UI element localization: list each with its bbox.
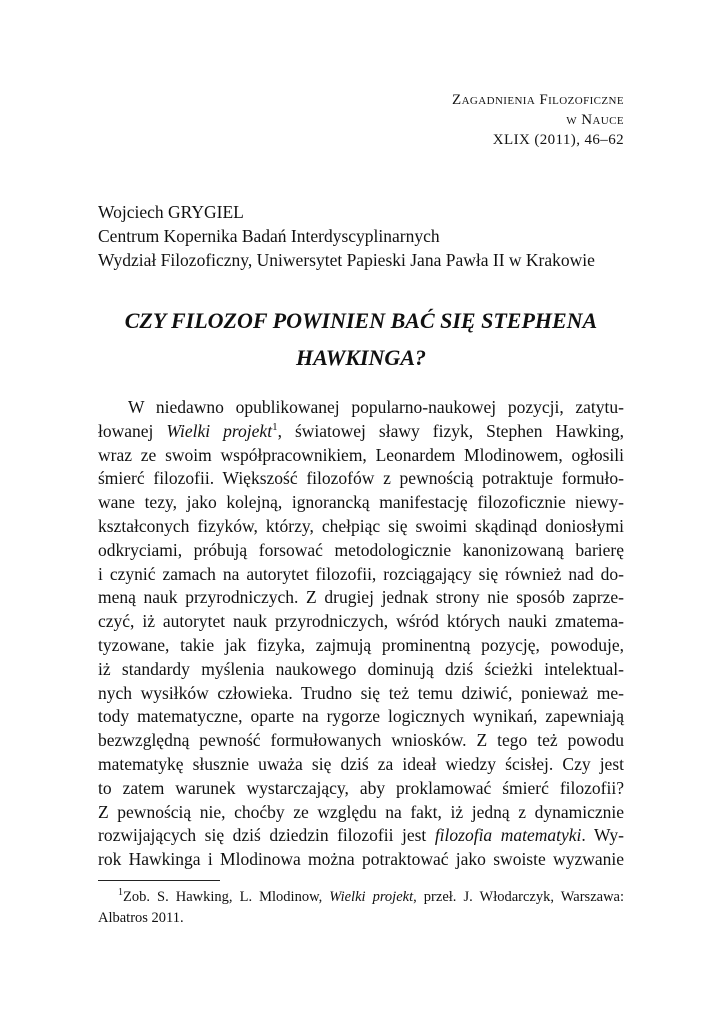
book-title-italic: Wielki projekt [166, 420, 273, 441]
footnote-text-span: Zob. S. Hawking, L. Mlodinow, [123, 889, 330, 905]
body-line: to zatem warunek wystarczający, aby proklamować śmierć filozofii? [98, 777, 624, 798]
body-line: wane tezy, jako kolejną, ignorancką manifestację filozoficznie niewy- [98, 492, 624, 513]
body-line: i czynić zamach na autorytet filozofii, rozciągający się również nad do- [98, 563, 624, 584]
body-line: bezwzględną pewność formułowanych wniosków. Z tego też powodu [98, 730, 624, 751]
author-affiliation [98, 200, 628, 272]
body-line: Z pewnością nie, choćby ze względu na fakt, iż jedną z dynamicznie [98, 801, 624, 822]
footnote-reference[interactable]: 1 [272, 420, 278, 433]
institution-2: Wydział Filozoficzny, Uniwersytet Papieski Jana Pawła II w Krakowie [98, 250, 595, 270]
body-line: W niedawno opublikowanej popularno-naukowej pozycji, zatytu- [128, 397, 624, 417]
body-line: iż standardy myślenia naukowego dominują dziś ścieżki intelektual- [98, 658, 624, 679]
article-body [98, 396, 624, 872]
body-line: czyć, iż autorytet nauk przyrodniczych, wśród których nauki zmatema- [98, 611, 624, 632]
body-line [98, 824, 624, 848]
journal-header [452, 90, 624, 150]
body-line: wraz ze swoim współpracownikiem, Leonardem Mlodinowem, ogłosili [98, 444, 624, 465]
body-text-span: łowanej [98, 420, 167, 441]
body-line [98, 420, 624, 444]
author-name: Wojciech GRYGIEL [98, 202, 244, 222]
body-text-span: , światowej sławy fizyk, Stephen Hawking, [277, 420, 625, 441]
article-title [98, 302, 624, 376]
footnote-marker: 1 [118, 887, 123, 899]
title-line-2: HAWKINGA? [295, 345, 426, 370]
footnote-line: Albatros 2011. [98, 910, 184, 926]
field-name-italic: filozofia matematyki [434, 825, 582, 846]
body-line: śmierć filozofii. Większość filozofów z pewnością potraktuje formuło- [98, 468, 624, 489]
journal-name-line1: Zagadnienia Filozoficzne [452, 92, 624, 108]
footnote-book-title: Wielki projekt [329, 889, 414, 905]
body-line: tody matematyczne, oparte na rygorze logicznych wynikań, zapewniają [98, 706, 624, 727]
body-line: kształconych fizyków, którzy, chełpiąc się swoimi skądinąd doniosłymi [98, 515, 624, 536]
footnote-line [98, 887, 624, 908]
journal-volume: XLIX (2011), 46–62 [492, 132, 624, 148]
footnote-text-span: , przeł. J. Włodarczyk, Warszawa: [413, 889, 625, 905]
journal-name-line2: w Nauce [566, 112, 624, 128]
body-line: matematykę słusznie uważa się dziś za ideał wiedzy ścisłej. Czy jest [98, 753, 624, 774]
body-line: rok Hawkinga i Mlodinowa można potraktować jako swoiste wyzwanie [98, 849, 624, 870]
body-line: nych wysiłków człowieka. Trudno się też temu dziwić, ponieważ me- [98, 682, 624, 703]
footnote [98, 887, 624, 929]
title-line-1: CZY FILOZOF POWINIEN BAĆ SIĘ STEPHENA [124, 308, 598, 333]
body-line: tyzowane, takie jak fizyka, zajmują prominentną pozycję, powoduje, [98, 634, 624, 655]
body-text-span: . Wy- [581, 825, 624, 846]
body-line: meną nauk przyrodniczych. Z drugiej jednak strony nie sposób zaprze- [98, 587, 624, 608]
body-line: odkryciami, próbują forsować metodologicznie kanonizowaną barierę [98, 539, 624, 560]
institution-1: Centrum Kopernika Badań Interdyscyplinarnych [98, 226, 440, 246]
footnote-separator [98, 880, 220, 881]
body-text-span: rozwijających się dziś dziedzin filozofii jest [98, 825, 435, 846]
